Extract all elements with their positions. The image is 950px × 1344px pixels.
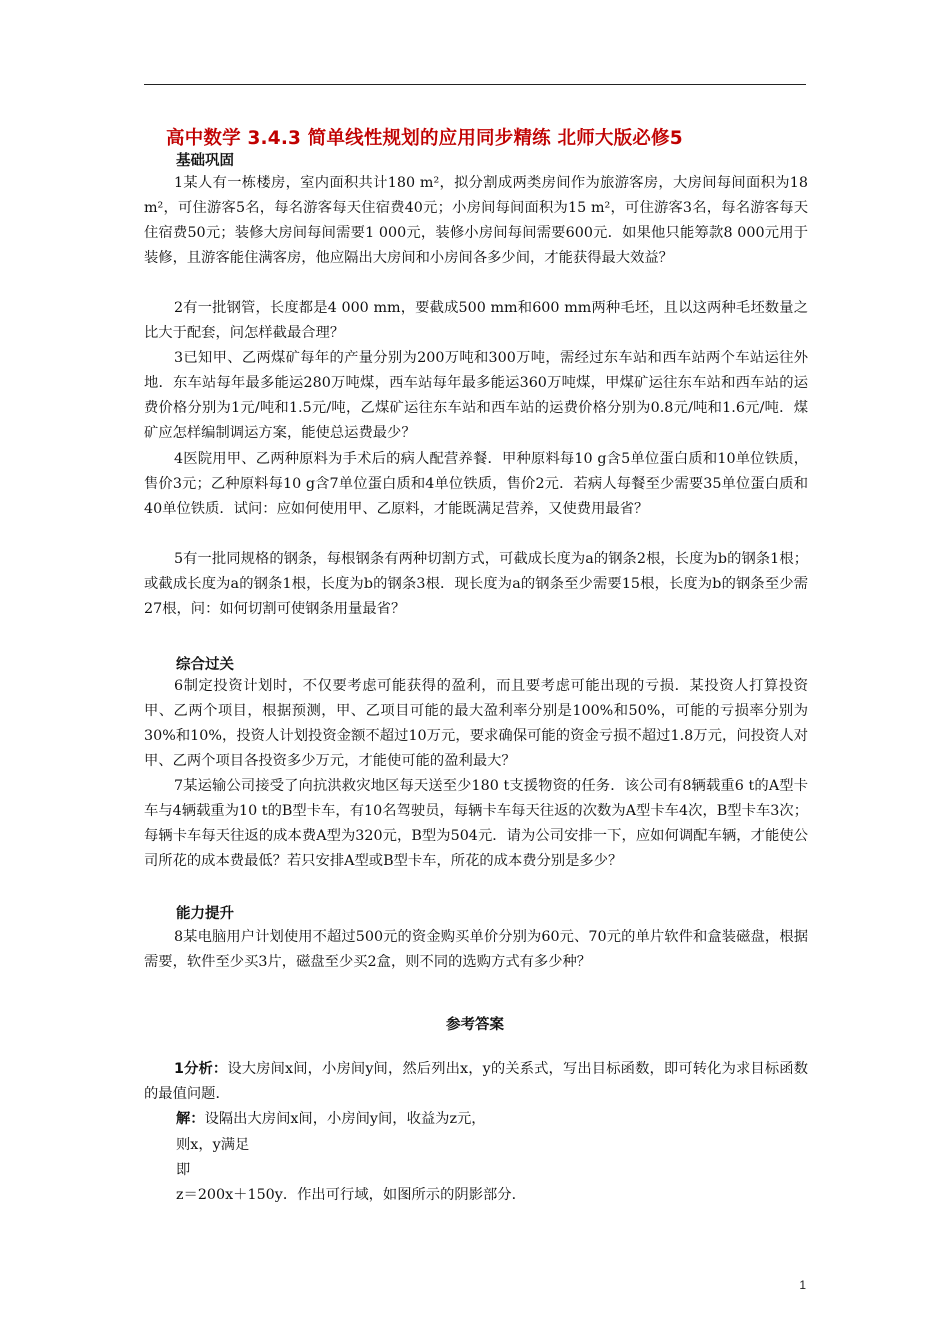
- answer-1-objective-line: z＝200x＋150y．作出可行域，如图所示的阴影部分．: [176, 1187, 526, 1203]
- solution-text: 设隔出大房间x间，小房间y间，收益为z元，: [204, 1111, 486, 1127]
- analysis-text: 设大房间x间，小房间y间，然后列出x，y的关系式，写出目标函数，即可转化为求目标函数的最值问题．: [144, 1061, 808, 1102]
- problem-6: 6制定投资计划时，不仅要考虑可能获得的盈利，而且要考虑可能出现的亏损．某投资人打算投资甲、乙两个项目，根据预测，甲、乙项目可能的最大盈利率分别是100%和50%，可能的亏损率分别为30%和10%，投资人计划投资金额不超过10万元，要求确保可能的资金亏损不超过1.8万元，问投资人对甲、乙两个项目各投资多少万元，才能使可能的盈利最大？: [144, 678, 808, 769]
- answer-1-constraints-line: 则x，y满足: [176, 1137, 250, 1153]
- answers-heading: 参考答案: [446, 1017, 504, 1033]
- problem-4: 4医院用甲、乙两种原料为手术后的病人配营养餐．甲种原料每10 g含5单位蛋白质和10单位铁质，售价3元；乙种原料每10 g含7单位蛋白质和4单位铁质，售价2元．若病人每餐至少需要35单位蛋白质和40单位铁质．试问：应如何使用甲、乙原料，才能既满足营养，又使费用最省？: [144, 451, 808, 517]
- document-title: 高中数学 3.4.3 简单线性规划的应用同步精练 北师大版必修5: [166, 128, 683, 149]
- problem-8: 8某电脑用户计划使用不超过500元的资金购买单价分别为60元、70元的单片软件和盒装磁盘，根据需要，软件至少买3片，磁盘至少买2盒，则不同的选购方式有多少种？: [144, 929, 808, 970]
- problem-3: 3已知甲、乙两煤矿每年的产量分别为200万吨和300万吨，需经过东车站和西车站两个车站运往外地．东车站每年最多能运280万吨煤，西车站每年最多能运360万吨煤，甲煤矿运往东车站和西车站的运费价格分别为1元/吨和1.5元/吨，乙煤矿运往东车站和西车站的运费价格分别为0.8元/吨和1.6元/吨．煤矿应怎样编制调运方案，能使总运费最少？: [144, 350, 808, 441]
- answer-1-solution: [176, 1107, 486, 1132]
- answer-1-analysis: [144, 1057, 808, 1107]
- section-heading-ability: 能力提升: [176, 906, 234, 922]
- problem-7: 7某运输公司接受了向抗洪救灾地区每天送至少180 t支援物资的任务．该公司有8辆载重6 t的A型卡车与4辆载重为10 t的B型卡车，有10名驾驶员，每辆卡车每天往返的次数为A型卡车4次，B型卡车3次；每辆卡车每天往返的成本费A型为320元，B型为504元．请为公司安排一下，应如何调配车辆，才能使公司所花的成本费最低？若只安排A型或B型卡车，所花的成本费分别是多少？: [144, 778, 808, 869]
- section-heading-comprehensive: 综合过关: [176, 657, 234, 673]
- section-heading-basic: 基础巩固: [176, 153, 234, 169]
- answer-1-ie-line: 即: [176, 1162, 191, 1178]
- analysis-label: 1分析：: [174, 1061, 228, 1077]
- page-number: 1: [799, 1278, 806, 1292]
- problem-5: 5有一批同规格的钢条，每根钢条有两种切割方式，可截成长度为a的钢条2根，长度为b的钢条1根；或截成长度为a的钢条1根，长度为b的钢条3根．现长度为a的钢条至少需要15根，长度为b的钢条至少需27根，问：如何切割可使钢条用量最省？: [144, 551, 808, 617]
- solution-label: 解：: [176, 1111, 205, 1127]
- problem-1: 1某人有一栋楼房，室内面积共计180 m²，拟分割成两类房间作为旅游客房，大房间每间面积为18 m²，可住游客5名，每名游客每天住宿费40元；小房间每间面积为15 m²，可住游客3名，每名游客每天住宿费50元；装修大房间每间需要1 000元，装修小房间每间需要600元．如果他只能筹款8 000元用于装修，且游客能住满客房，他应隔出大房间和小房间各多少间，才能获得最大效益？: [144, 175, 808, 266]
- header-rule: [144, 84, 806, 85]
- problem-2: 2有一批钢管，长度都是4 000 mm，要截成500 mm和600 mm两种毛坯，且以这两种毛坯数量之比大于配套，问怎样截最合理？: [144, 300, 808, 341]
